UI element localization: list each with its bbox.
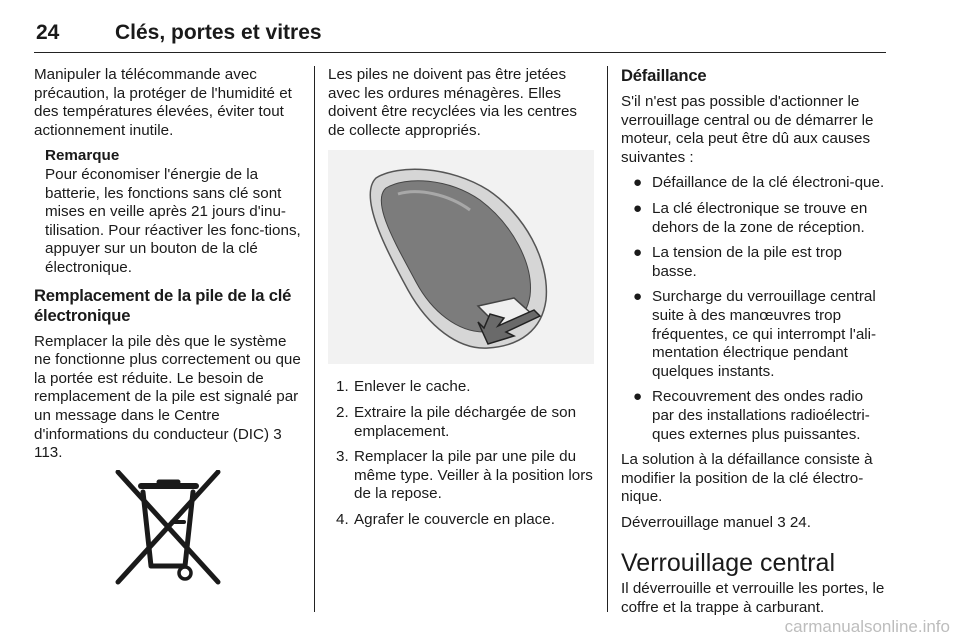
bullet-icon: ● bbox=[633, 244, 643, 262]
paragraph-text: Déverrouillage manuel bbox=[621, 513, 778, 531]
page-reference: 3 113. bbox=[34, 425, 282, 462]
column-left bbox=[34, 66, 302, 590]
chapter-title: Clés, portes et vitres bbox=[115, 21, 322, 44]
column-divider-right bbox=[607, 66, 608, 612]
key-fob-battery-illustration bbox=[328, 150, 594, 364]
list-item: ● Recouvrement des ondes radio par des installations radioélectri-ques externes plus puissantes. bbox=[633, 388, 870, 443]
section-heading: Remplacement de la pile de la clé électronique bbox=[34, 285, 292, 325]
paragraph: S'il n'est pas possible d'actionner le verrouillage central ou de démarrer le moteur, cela peut être dû aux causes suivantes : bbox=[621, 93, 874, 166]
causes-list bbox=[621, 174, 889, 444]
bullet-icon: ● bbox=[633, 288, 643, 306]
bullet-icon: ● bbox=[633, 174, 643, 192]
list-item: ● Surcharge du verrouillage central suite à des manœuvres trop fréquentes, ce qui interrompt l'ali-mentation électrique pendant quelques instants. bbox=[633, 288, 877, 380]
note-text: Pour économiser l'énergie de la batterie, les fonctions sans clé sont mises en veille après 21 jours d'inu-tilisation. Pour réactiver les fonc-tions, appuyer sur un bouton de la clé électronique. bbox=[45, 165, 301, 276]
column-divider-left bbox=[314, 66, 315, 612]
section-heading: Défaillance bbox=[621, 66, 707, 85]
note-box bbox=[45, 147, 302, 277]
steps-list bbox=[328, 378, 594, 529]
list-item: 4. Agrafer le couvercle en place. bbox=[336, 510, 555, 528]
page-reference: 3 24. bbox=[777, 513, 811, 531]
list-item: 3. Remplacer la pile par une pile du même type. Veiller à la position lors de la repose. bbox=[336, 448, 593, 503]
paragraph: Il déverrouille et verrouille les portes, le coffre et la trappe à carburant. bbox=[621, 580, 885, 617]
page-number: 24 bbox=[36, 21, 60, 44]
paragraph-text: Remplacer la pile dès que le système ne fonctionne plus correctement ou que la portée est réduite. Le besoin de remplacement de la pile est signalé par un message dans le Centre d'informations du conducteur (DIC) bbox=[34, 332, 301, 443]
waste-bin-crossed-icon bbox=[34, 470, 302, 590]
paragraph: Manipuler la télécommande avec précaution, la protéger de l'humidité et des températures élevées, éviter tout actionnement inutile. bbox=[34, 66, 292, 139]
list-item: ● Défaillance de la clé électroni-que. bbox=[633, 174, 885, 192]
bullet-icon: ● bbox=[633, 388, 643, 406]
paragraph bbox=[34, 333, 302, 463]
paragraph: Les piles ne doivent pas être jetées avec les ordures ménagères. Elles doivent être recyclées via les centres de collecte appropriés. bbox=[328, 66, 578, 139]
list-item: ● La tension de la pile est trop basse. bbox=[633, 244, 842, 280]
paragraph bbox=[621, 514, 889, 533]
list-item: 2. Extraire la pile déchargée de son emplacement. bbox=[336, 403, 577, 440]
page-header bbox=[34, 20, 886, 53]
column-middle bbox=[328, 66, 594, 537]
list-item: ● La clé électronique se trouve en dehors de la zone de réception. bbox=[633, 199, 868, 236]
bullet-icon: ● bbox=[633, 199, 643, 217]
note-title: Remarque bbox=[45, 147, 120, 165]
column-right bbox=[621, 66, 889, 625]
list-item: 1. Enlever le cache. bbox=[336, 378, 471, 396]
watermark-text: carmanualsonline.info bbox=[784, 617, 950, 637]
section-title: Verrouillage central bbox=[621, 549, 836, 578]
paragraph: La solution à la défaillance consiste à modifier la position de la clé électro-nique. bbox=[621, 451, 873, 506]
